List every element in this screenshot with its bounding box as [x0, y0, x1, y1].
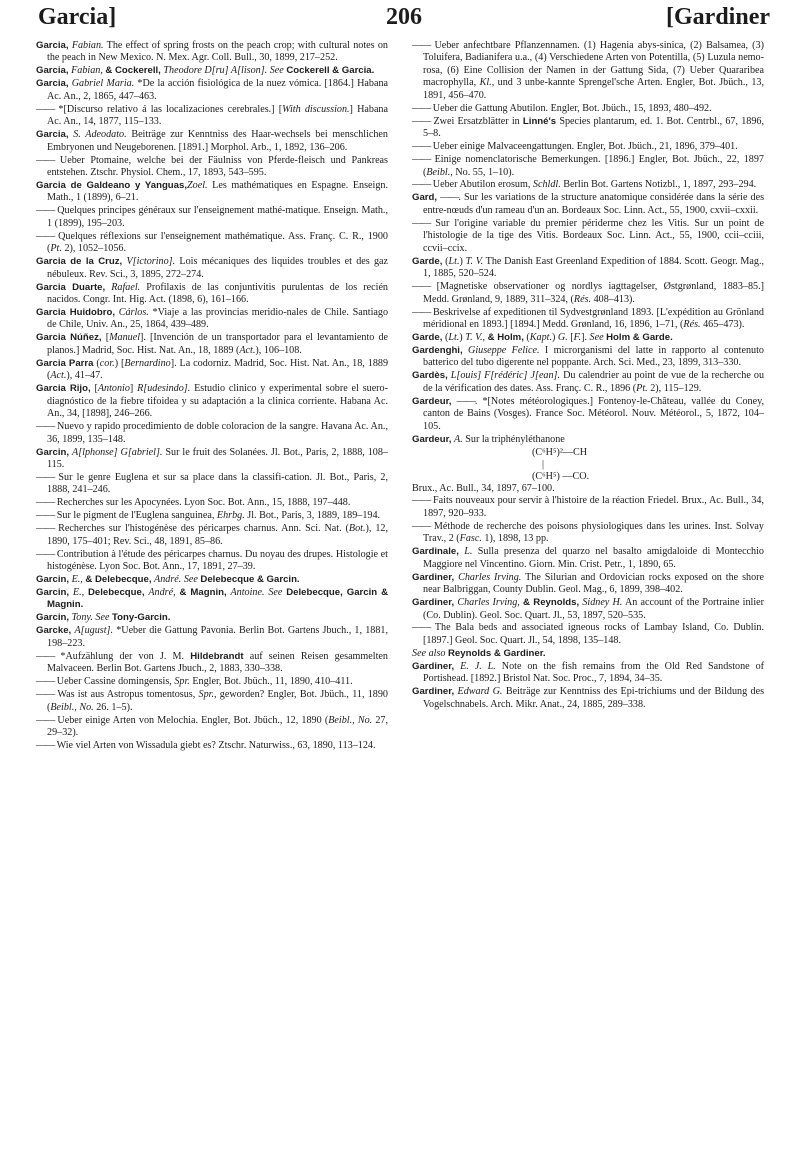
- bibliography-entry: Garcia de la Cruz, V[ictorino]. Lois mécaniques des liquides troubles et des gaz nébuleux. Rev. Sci., 3, 1895, 272–274.: [36, 256, 389, 280]
- bibliography-entry: —— Recherches sur les Apocynées. Lyon Soc. Bot. Ann., 15, 1888, 197–448.: [36, 497, 388, 509]
- right-column-entries-b: [412, 483, 764, 712]
- bibliography-entry: Gardiner, E. J. L. Note on the fish remains from the Old Red Sandstone of Portishead. [1892.] Bristol Nat. Soc. Proc., 7, 1894, 34–35.: [412, 660, 765, 685]
- bibliography-entry: Garcia, Fabian. The effect of spring frosts on the peach crop; with cultural notes on the peach in New Mexico. N. Mex. Agr. Coll. Bull., 30, 1899, 217–252.: [36, 40, 388, 64]
- bibliography-entry: —— Quelques réflexions sur l'enseignement mathématique. Ass. Franç. C. R., 1900 (Pt. 2), 1052–1056.: [36, 231, 388, 256]
- bibliography-entry: Gard, —— . Sur les variations de la structure anatomique considérée dans la série des entre-nœuds d'un rameau d'un an. Bordeaux Soc. Linn. Act., 55, 1900, cxvii–cxxii.: [412, 192, 764, 217]
- bibliography-entry: —— Beskrivelse af expeditionen til Sydvestgrønland 1893. [L'expédition au Grönland méridional en 1893.] [1894.] Medd. Grønland, 16, 1896, 1–71, (Rés. 465–473).: [412, 307, 764, 332]
- bibliography-entry: —— *Aufzählung der von J. M. Hildebrandt auf seinen Reisen gesammelten Malvaceen. Berlin Bot. Gartens Jbuch., 2, 1883, 330–338.: [36, 651, 388, 676]
- bibliography-entry: Gardenghi, Giuseppe Felice. I microrganismi del latte in rapporto al contenuto batterico del tubo digerente nel poppante. Arch. Sci. Med., 23, 1899, 313–330.: [412, 344, 764, 369]
- bibliography-entry: —— Sur l'origine variable du premier périderme chez les Vitis. Sur un point de l'histologie de la tige des Vitis. Bordeaux Soc. Linn. Act., 55, 1900, ccii–cciii, ccvii–ccix.: [412, 218, 764, 255]
- formula-line-3: (C⁶H⁵) —CO.: [532, 470, 590, 482]
- bibliography-entry: Garcia Parra (cor.) [Bernardino]. La codorniz. Madrid, Soc. Hist. Nat. An., 18, 1889 (Act.), 41–47.: [36, 357, 389, 382]
- formula-line-2: |: [542, 458, 545, 470]
- bibliography-entry: Garcke, A[ugust]. *Ueber die Gattung Pavonia. Berlin Bot. Gartens Jbuch., 1, 1881, 198–223.: [36, 625, 389, 649]
- bibliography-entry: —— The Bala beds and associated igneous rocks of Lambay Island, Co. Dublin. [1897.] Geol. Soc. Quart. Jl., 54, 1898, 135–148.: [412, 622, 764, 647]
- bibliography-entry: —— Ueber Abutilon erosum, Schldl. Berlin Bot. Gartens Notizbl., 1, 1897, 293–294.: [412, 179, 764, 191]
- left-column: [36, 40, 388, 753]
- bibliography-entry: —— Nuevo y rapido procedimiento de doble coloracion de la sangre. Havana Ac. An., 36, 1899, 135–148.: [36, 421, 388, 446]
- bibliography-entry: —— Ueber die Gattung Abutilon. Engler, Bot. Jbüch., 15, 1893, 480–492.: [412, 103, 764, 115]
- right-column: [412, 40, 764, 712]
- bibliography-entry: —— Was ist aus Astropus tomentosus, Spr., geworden? Engler, Bot. Jbüch., 11, 1890 (Beibl., No. 26. 1–5).: [36, 689, 388, 714]
- bibliography-entry: —— Ueber Ptomaine, welche bei der Fäulniss von Pferde-fleisch und Pankreas entstehen. Ztschr. Physiol. Chem., 17, 1893, 543–595.: [36, 155, 388, 180]
- chemical-formula: [412, 447, 764, 483]
- header-left-term: Garcia]: [38, 4, 117, 30]
- bibliography-entry: Garcia Duarte, Rafael. Profilaxis de las conjuntivitis purulentas de los recién nacidos. Congr. Int. Hig. Act. (1898, 6), 161–166.: [36, 281, 388, 306]
- bibliography-entry: Gardiner, Charles Irving. The Silurian and Ordovician rocks exposed on the shore near Balbriggan, County Dublin. Geol. Mag., 6, 1899, 398–402.: [412, 571, 765, 596]
- bibliography-entry: Garcia Núñez, [Manuel]. [Invención de un transportador para el levantamiento de planos.] Madrid, Soc. Hist. Nat. An., 18, 1889 (Act.), 106–108.: [36, 332, 389, 356]
- bibliography-entry: Brux., Ac. Bull., 34, 1897, 67–100.: [412, 482, 555, 494]
- bibliography-entry: Gardinale, L. Sulla presenza del quarzo nel basalto amigdaloide di Montecchio Maggiore nel Vincentino. Giorn. Min. Crist. Petr., 1, 1890, 65.: [412, 546, 764, 570]
- bibliography-entry: Garcia Rijo, [Antonio] R[udesindo]. Estudio clinico y experimental sobre el suero-diagnóstico de la fiebre tifoidea y su adaptación a la clinica corriente. Habana Ac. An., 34, [1898], 246–266.: [36, 383, 388, 420]
- bibliography-entry: —— Wie viel Arten von Wissadula giebt es? Ztschr. Naturwiss., 63, 1890, 113–124.: [36, 740, 388, 752]
- bibliography-entry: Garcia, Fabian, & Cockerell, Theodore D[ru] A[lison]. See Cockerell & Garcia.: [36, 65, 375, 77]
- bibliography-entry: Garcin, A[lphonse] G[abriel]. Sur le fruit des Solanées. Jl. Bot., Paris, 2, 1888, 108–115.: [36, 446, 388, 470]
- bibliography-entry: —— *[Discurso relativo á las localizaciones cerebrales.] [With discussion.] Habana Ac. An., 14, 1877, 115–133.: [36, 104, 388, 129]
- bibliography-entry: —— Ueber einige Malvaceengattungen. Engler, Bot. Jbüch., 21, 1896, 379–401.: [412, 141, 764, 153]
- bibliography-entry: —— Recherches sur l'histogénèse des péricarpes charnus. Ann. Sci. Nat. (Bot.), 12, 1890, 175–401; Rev. Sci., 48, 1891, 85–86.: [36, 523, 388, 548]
- formula-line-1: (C⁶H⁵)²—CH: [532, 446, 588, 458]
- bibliography-entry: Garcia Huidobro, Cárlos. *Viaje a las provincias meridio-nales de Chile. Santiago de Chile, Univ. An., 25, 1864, 439–489.: [36, 307, 389, 331]
- bibliography-entry: —— Ueber einige Arten von Melochia. Engler, Bot. Jbüch., 12, 1890 (Beibl., No. 27, 29–32).: [36, 715, 388, 740]
- header-right-term: [Gardiner: [666, 4, 770, 30]
- bibliography-entry: —— Sur le pigment de l'Euglena sanguinea, Ehrbg. Jl. Bot., Paris, 3, 1889, 189–194.: [36, 510, 388, 522]
- bibliography-entry: Gardiner, Charles Irving, & Reynolds, Sidney H. An account of the Portraine inlier (Co. Dublin). Geol. Soc. Quart. Jl., 53, 1897, 520–535.: [412, 597, 764, 621]
- bibliography-entry: Garcin, E., Delebecque, André, & Magnin, Antoine. See Delebecque, Garcin & Magnin.: [36, 586, 389, 611]
- bibliography-entry: Garcia, Gabriel Maria. *De la acción fisiológica de la nuez vómica. [1864.] Habana Ac. An., 2, 1865, 447–463.: [36, 78, 389, 102]
- bibliography-entry: —— Contribution à l'étude des péricarpes charnus. Du noyau des drupes. Histologie et histogénèse. Lyon Soc. Bot. Ann., 17, 1891, 27–39.: [36, 549, 388, 574]
- page-number: 206: [386, 4, 422, 30]
- bibliography-entry: —— Ueber Cassine domingensis, Spr. Engler, Bot. Jbüch., 11, 1890, 410–411.: [36, 676, 388, 688]
- bibliography-entry: —— Zwei Ersatzblätter in Linné's Species plantarum, ed. 1. Bot. Centrbl., 67, 1896, 5–8.: [412, 116, 764, 141]
- bibliography-entry: —— [Magnetiske observationer og nordlys iagttagelser, Østgrønland, 1883–85.] Medd. Grønland, 9, 1889, 311–324, (Rés. 408–413).: [412, 281, 764, 306]
- page-header: [38, 4, 770, 34]
- bibliography-entry: —— Einige nomenclatorische Bemerkungen. [1896.] Engler, Bot. Jbüch., 22, 1897 (Beibl., No. 55, 1–10).: [412, 154, 764, 179]
- bibliography-entry: —— Quelques principes généraux sur l'enseignement mathé-matique. Enseign. Math., 1 (1899), 195–203.: [36, 205, 388, 230]
- bibliography-entry: Garcia, S. Adeodato. Beiträge zur Kenntniss des Haar-wechsels bei menschlichen Embryonen und Neugeborenen. [1891.] Morphol. Arb., 1, 1892, 136–206.: [36, 129, 388, 153]
- bibliography-entry: Garde, (Lt.) T. V. The Danish East Greenland Expedition of 1884. Scott. Geogr. Mag., 1, 1885, 520–524.: [412, 255, 765, 280]
- bibliography-entry: Gardiner, Edward G. Beiträge zur Kenntniss des Epi-trichiums und der Bildung des Vogelschnabels. Arch. Mikr. Anat., 24, 1885, 289–338.: [412, 686, 765, 710]
- bibliography-entry: Gardeur, —— . *[Notes météorologiques.] Fontenoy-le-Château, vallée du Coney, canton de Bains (Vosges). France Soc. Météorol. Nouv. Météorol., 5, 1872, 104–105.: [412, 396, 764, 433]
- bibliography-entry: Garcin, Tony. See Tony-Garcin.: [36, 612, 171, 624]
- bibliography-entry: See also Reynolds & Gardiner.: [412, 647, 546, 659]
- bibliography-entry: —— Sur le genre Euglena et sur sa place dans la classifi-cation. Jl. Bot., Paris, 2, 1888, 241–246.: [36, 472, 388, 497]
- bibliography-entry: Gardeur, A. Sur la triphényléthanone: [412, 433, 565, 445]
- bibliography-entry: —— Méthode de recherche des poisons physiologiques dans les urines. Inst. Solvay Trav., 2 (Fasc. 1), 1898, 13 pp.: [412, 521, 764, 546]
- bibliography-entry: Gardès, L[ouis] F[rédéric] J[ean]. Du calendrier au point de vue de la recherche ou de la vérification des dates. Ass. Franç. C. R., 1896 (Pt. 2), 115–129.: [412, 370, 765, 394]
- bibliography-entry: Garcin, E., & Delebecque, André. See Delebecque & Garcin.: [36, 574, 300, 586]
- bibliography-entry: —— Ueber anfechtbare Pflanzennamen. (1) Hagenia abys-sinica, (2) Balsamea, (3) Toluifera, Badianifera u.a., (4) Verschiedene Arten von Potentilla, (5) Luzula nemo-rosa, (6) Eine Collision der Namen in der Gattung Sida, (7) Ueber Quararibea macrophylla, Kl., und 3 unbe-kannte Sprengel'sche Arten. Engler, Bot. Jbüch., 13, 1891, 456–470.: [412, 40, 764, 102]
- bibliography-entry: —— Faits nouveaux pour servir à l'histoire de la réaction Friedel. Brux., Ac. Bull., 34, 1897, 920–933.: [412, 495, 764, 520]
- bibliography-entry: Garcia de Galdeano y Yanguas,Zoel. Les mathématiques en Espagne. Enseign. Math., 1 (1899), 6–21.: [36, 179, 388, 204]
- right-column-entries-a: [412, 40, 764, 446]
- bibliography-entry: Garde, (Lt.) T. V., & Holm, (Kapt.) G. [F.]. See Holm & Garde.: [412, 331, 673, 343]
